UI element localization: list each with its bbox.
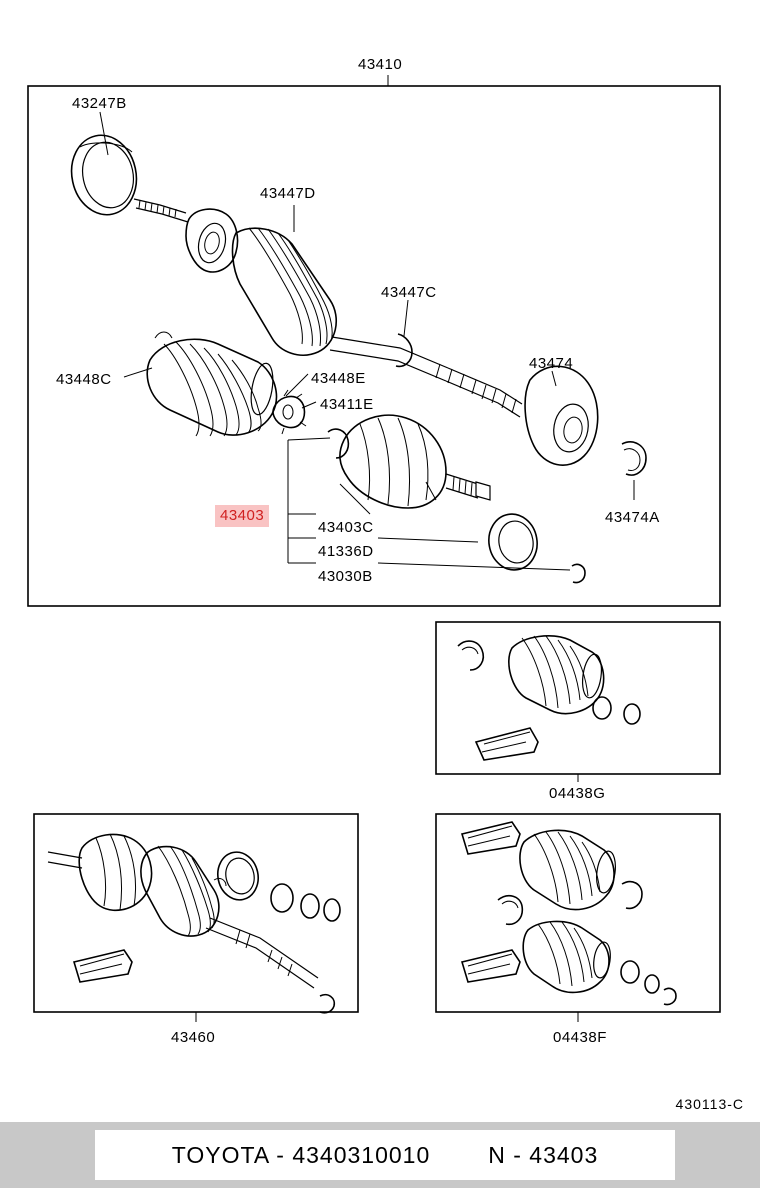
panel-43460-illustration: [48, 834, 340, 1022]
footer-callout: N - 43403: [488, 1141, 599, 1168]
label-43403C: 43403C: [318, 519, 374, 536]
label-43030B: 43030B: [318, 568, 373, 585]
part-43474: [525, 366, 598, 465]
label-04438G: 04438G: [549, 785, 606, 802]
label-43460: 43460: [171, 1029, 216, 1046]
label-41336D: 41336D: [318, 543, 374, 560]
label-43410: 43410: [358, 56, 403, 73]
label-43474: 43474: [529, 355, 574, 372]
label-43403-highlighted: 43403: [215, 505, 269, 527]
label-43447D: 43447D: [260, 185, 316, 202]
panel-04438G-illustration: [458, 636, 640, 782]
label-43474A: 43474A: [605, 509, 660, 526]
label-43447C: 43447C: [381, 284, 437, 301]
label-43411E: 43411E: [320, 396, 374, 413]
part-43247B: [64, 112, 143, 221]
part-43448C: [124, 332, 276, 436]
footer-caption: [95, 1130, 675, 1180]
label-43448E: 43448E: [311, 370, 366, 387]
drawing-code: 430113-C: [675, 1096, 744, 1112]
label-04438F: 04438F: [553, 1029, 607, 1046]
label-43247B: 43247B: [72, 95, 127, 112]
footer-brand-part: TOYOTA - 4340310010: [171, 1141, 431, 1168]
label-43448C: 43448C: [56, 371, 112, 388]
part-43411E: [273, 374, 316, 434]
panel-04438F-illustration: [462, 822, 676, 1022]
part-43474A: [622, 442, 646, 500]
